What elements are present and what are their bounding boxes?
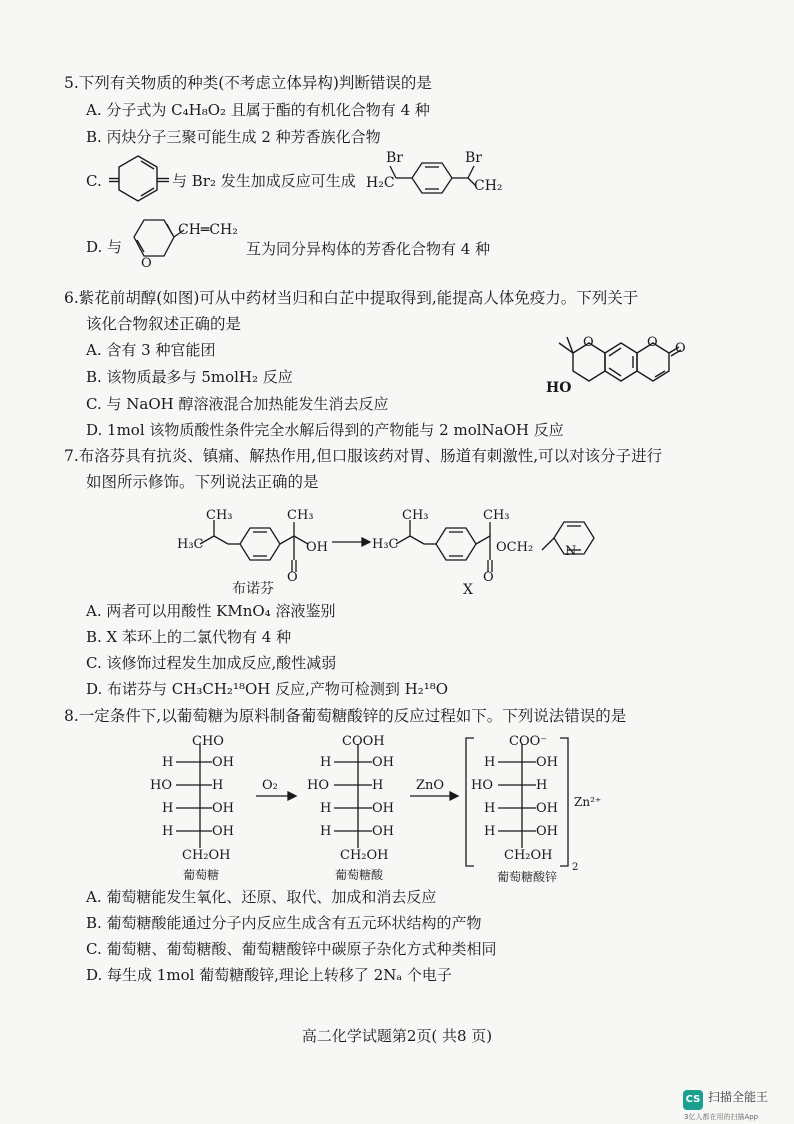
q8-label-gluconic: 葡萄糖酸 bbox=[335, 868, 384, 882]
q8-glucose-h3: H bbox=[162, 801, 174, 816]
q5-ring-oxygen: O bbox=[141, 256, 152, 271]
q8-gluconic-h1: H bbox=[320, 755, 332, 770]
q6-stem-line2: 该化合物叙述正确的是 bbox=[86, 315, 242, 333]
q8-zinc-h4: H bbox=[484, 824, 496, 839]
q7-pyridine-n: N bbox=[565, 544, 577, 559]
q8-glucose-h4: H bbox=[162, 824, 174, 839]
q5-option-c-prefix: C. bbox=[86, 172, 102, 190]
q8-glucose-oh4: OH bbox=[212, 824, 234, 839]
q8-zinc-h1: H bbox=[484, 755, 496, 770]
q7-label-ibuprofen: 布诺芬 bbox=[232, 581, 274, 597]
q5-stem: 5.下列有关物质的种类(不考虑立体异构)判断错误的是 bbox=[64, 74, 432, 92]
q8-glucose-h2: H bbox=[212, 778, 224, 793]
q8-zinc-ho2: HO bbox=[471, 778, 493, 793]
q8-option-c: C. 葡萄糖、葡萄糖酸、葡萄糖酸锌中碳原子杂化方式种类相同 bbox=[86, 940, 497, 958]
q6-option-c: C. 与 NaOH 醇溶液混合加热能发生消去反应 bbox=[86, 395, 389, 413]
q7-x-ch3-alpha: CH₃ bbox=[483, 508, 510, 523]
q8-zinc-h2: H bbox=[536, 778, 548, 793]
q8-label-zinc: 葡萄糖酸锌 bbox=[497, 870, 558, 884]
q6-option-a: A. 含有 3 种官能团 bbox=[86, 341, 216, 359]
q7-option-d: D. 布诺芬与 CH₃CH₂¹⁸OH 反应,产物可检测到 H₂¹⁸O bbox=[86, 680, 449, 698]
q8-glucose-cho: CHO bbox=[192, 734, 224, 749]
q7-ibu-ch3-top: CH₃ bbox=[206, 508, 233, 523]
q8-gluconic-oh1: OH bbox=[372, 755, 394, 770]
q7-stem-line1: 7.布洛芬具有抗炎、镇痛、解热作用,但口服该药对胃、肠道有刺激性,可以对该分子进行 bbox=[64, 447, 663, 465]
q8-option-a: A. 葡萄糖能发生氧化、还原、取代、加成和消去反应 bbox=[86, 888, 437, 906]
q7-label-x: X bbox=[463, 582, 473, 598]
q6-ring-oxygen-2: O bbox=[647, 335, 658, 350]
q7-option-a: A. 两者可以用酸性 KMnO₄ 溶液鉴别 bbox=[86, 602, 336, 620]
q8-zinc-subscript: 2 bbox=[572, 862, 579, 873]
q6-ho-label: HO bbox=[546, 380, 572, 396]
q6-ring-oxygen-1: O bbox=[583, 335, 594, 350]
q8-arrow-zno: ZnO bbox=[416, 778, 445, 793]
q8-zinc-ch2oh: CH₂OH bbox=[504, 848, 553, 863]
q8-gluconic-h2: H bbox=[372, 778, 384, 793]
q8-zinc-h3: H bbox=[484, 801, 496, 816]
q5-quinodimethane-structure bbox=[105, 150, 175, 212]
q8-gluconic-ch2oh: CH₂OH bbox=[340, 848, 389, 863]
q8-glucose-oh1: OH bbox=[212, 755, 234, 770]
q7-ibu-oh: OH bbox=[306, 540, 328, 555]
q5-ch2-label: CH₂ bbox=[474, 178, 503, 194]
q5-option-b: B. 丙炔分子三聚可能生成 2 种芳香族化合物 bbox=[86, 128, 381, 146]
q7-stem-line2: 如图所示修饰。下列说法正确的是 bbox=[86, 473, 319, 491]
q8-gluconic-oh3: OH bbox=[372, 801, 394, 816]
camscanner-logo-icon: CS bbox=[683, 1090, 703, 1110]
q8-zinc-oh1: OH bbox=[536, 755, 558, 770]
q5-option-a: A. 分子式为 C₄H₈O₂ 且属于酯的有机化合物有 4 种 bbox=[86, 101, 430, 119]
q8-zinc-coo: COO⁻ bbox=[509, 734, 548, 749]
q8-zinc-ion: Zn²⁺ bbox=[574, 795, 602, 809]
q8-glucose-h1: H bbox=[162, 755, 174, 770]
q6-stem-line1: 6.紫花前胡醇(如图)可从中药材当归和白芷中提取得到,能提高人体免疫力。下列关于 bbox=[64, 289, 639, 307]
q5-br-label-2: Br bbox=[465, 150, 482, 166]
q7-ibu-carbonyl-o: O bbox=[287, 570, 298, 585]
q8-zinc-oh3: OH bbox=[536, 801, 558, 816]
q8-arrow-o2: O₂ bbox=[262, 778, 278, 793]
q6-option-b: B. 该物质最多与 5molH₂ 反应 bbox=[86, 368, 293, 386]
q7-option-c: C. 该修饰过程发生加成反应,酸性减弱 bbox=[86, 654, 337, 672]
q6-option-d: D. 1mol 该物质酸性条件完全水解后得到的产物能与 2 molNaOH 反应 bbox=[86, 421, 564, 439]
q8-stem: 8.一定条件下,以葡萄糖为原料制备葡萄糖酸锌的反应过程如下。下列说法错误的是 bbox=[64, 707, 627, 725]
q8-option-b: B. 葡萄糖酸能通过分子内反应生成含有五元环状结构的产物 bbox=[86, 914, 482, 932]
q6-carbonyl-oxygen: O bbox=[675, 341, 686, 356]
q8-gluconic-h4: H bbox=[320, 824, 332, 839]
q5-h2c-label: H₂C bbox=[366, 175, 395, 191]
q8-zinc-oh4: OH bbox=[536, 824, 558, 839]
q5-br-label-1: Br bbox=[386, 150, 403, 166]
q7-x-och2: OCH₂ bbox=[496, 540, 534, 555]
q8-glucose-oh3: OH bbox=[212, 801, 234, 816]
camscanner-tagline: 3亿人都在用的扫描App bbox=[684, 1113, 759, 1121]
q7-option-b: B. X 苯环上的二氯代物有 4 种 bbox=[86, 628, 292, 646]
page-footer: 高二化学试题第2页( 共8 页) bbox=[301, 1027, 493, 1045]
q7-ibu-ch3-alpha: CH₃ bbox=[287, 508, 314, 523]
q5-vinyl-label: CH═CH₂ bbox=[178, 222, 238, 238]
q7-x-carbonyl-o: O bbox=[483, 570, 494, 585]
q8-gluconic-ho2: HO bbox=[307, 778, 329, 793]
q7-x-ch3-top: CH₃ bbox=[402, 508, 429, 523]
q8-label-glucose: 葡萄糖 bbox=[183, 868, 220, 882]
q5-option-c-text: 与 Br₂ 发生加成反应可生成 bbox=[172, 172, 356, 190]
camscanner-title: 扫描全能王 bbox=[708, 1090, 769, 1104]
q8-gluconic-h3: H bbox=[320, 801, 332, 816]
q7-x-h3c: H₃C bbox=[372, 537, 399, 552]
q8-glucose-ch2oh: CH₂OH bbox=[182, 848, 231, 863]
q8-gluconic-cooh: COOH bbox=[342, 734, 385, 749]
q8-gluconic-oh4: OH bbox=[372, 824, 394, 839]
q8-glucose-ho2: HO bbox=[150, 778, 172, 793]
q5-option-d-prefix: D. 与 bbox=[86, 238, 123, 256]
q5-option-d-text: 互为同分异构体的芳香化合物有 4 种 bbox=[246, 240, 491, 258]
q7-ibu-h3c: H₃C bbox=[177, 537, 204, 552]
q8-option-d: D. 每生成 1mol 葡萄糖酸锌,理论上转移了 2Nₐ 个电子 bbox=[86, 966, 452, 984]
